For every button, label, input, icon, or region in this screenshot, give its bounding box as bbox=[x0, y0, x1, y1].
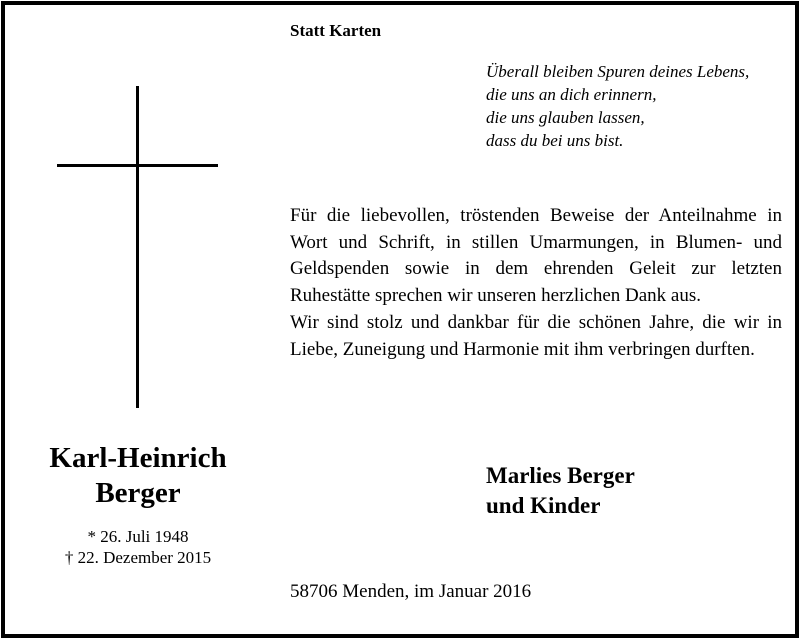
signatory-name: Marlies Berger bbox=[486, 463, 635, 488]
life-dates bbox=[18, 526, 258, 568]
poem bbox=[486, 60, 749, 152]
deceased-name bbox=[18, 441, 258, 511]
cross-symbol-horizontal-bar bbox=[57, 164, 218, 167]
cross-symbol-vertical-bar bbox=[136, 86, 139, 408]
signatories bbox=[486, 461, 635, 521]
death-date: † 22. Dezember 2015 bbox=[64, 548, 212, 567]
header-label: Statt Karten bbox=[290, 21, 382, 40]
deceased-first-name: Karl-Heinrich bbox=[49, 442, 227, 474]
poem-line: die uns an dich erinnern, bbox=[486, 85, 657, 104]
place-and-date: 58706 Menden, im Januar 2016 bbox=[290, 581, 532, 602]
poem-line: Überall bleiben Spuren deines Lebens, bbox=[486, 62, 750, 81]
poem-line: die uns glauben lassen, bbox=[486, 108, 645, 127]
poem-line: dass du bei uns bist. bbox=[486, 131, 624, 150]
deceased-last-name: Berger bbox=[95, 477, 181, 509]
birth-date: * 26. Juli 1948 bbox=[87, 527, 189, 546]
message-paragraph: Für die liebevollen, tröstenden Beweise der Anteilnahme in Wort und Schrift, in stillen Umarmungen, in Blumen- und Geldspenden sowie in dem ehrenden Geleit zur letzten Ruhestätte sprechen wir unseren herzlichen Dank aus. bbox=[290, 205, 782, 307]
thank-you-message bbox=[290, 203, 782, 363]
signatory-family: und Kinder bbox=[486, 493, 601, 518]
message-paragraph: Wir sind stolz und dankbar für die schönen Jahre, die wir in Liebe, Zuneigung und Harmonie mit ihm verbringen durften. bbox=[290, 311, 782, 360]
